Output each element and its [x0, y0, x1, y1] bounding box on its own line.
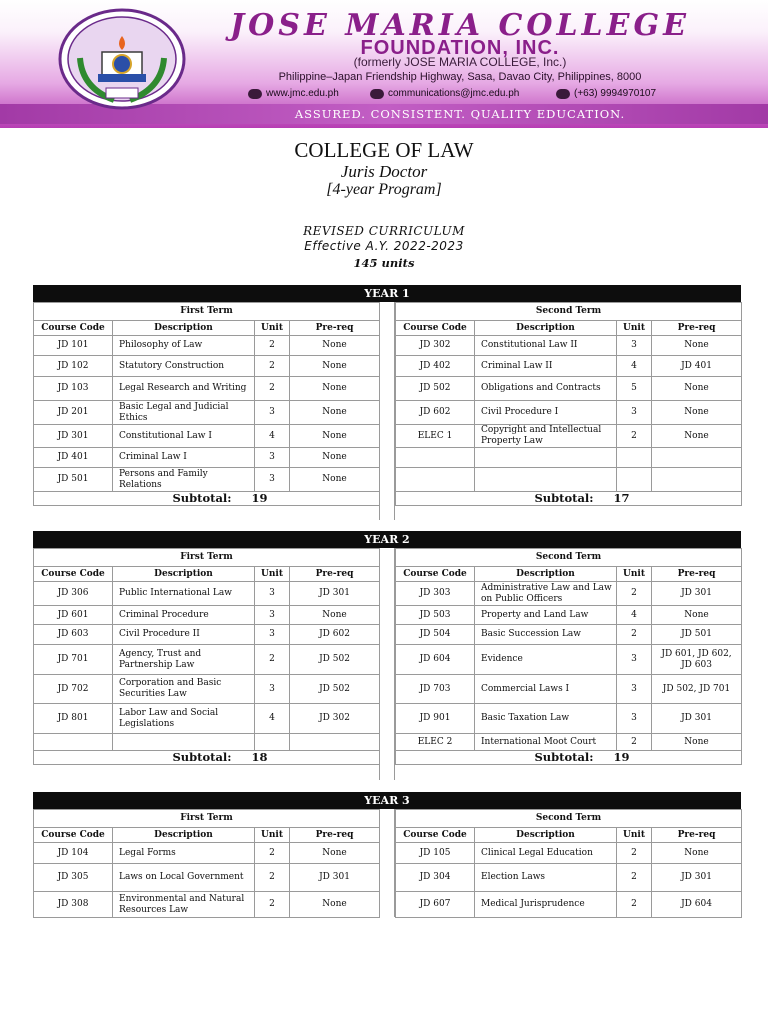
effective-year: Effective A.Y. 2022-2023 — [304, 239, 464, 253]
year-2-first-term-table — [33, 548, 380, 765]
col-course-code: Course Code — [396, 567, 475, 582]
subtotal-value: 19 — [613, 750, 630, 764]
term-title: Second Term — [396, 303, 742, 321]
subtotal-value: 19 — [251, 491, 268, 505]
envelope-icon — [370, 89, 384, 99]
year-2-block — [33, 531, 741, 780]
degree-title: Juris Doctor — [340, 162, 428, 181]
table-row: JD 901 Basic Taxation Law 3 JD 301 — [396, 704, 742, 734]
table-row: JD 604 Evidence 3 JD 601, JD 602, JD 603 — [396, 645, 742, 675]
website-text: www.jmc.edu.ph — [266, 88, 339, 99]
foundation-name: FOUNDATION, INC. — [360, 37, 560, 59]
total-units: 145 units — [353, 256, 415, 270]
subtotal-label: Subtotal: — [534, 750, 594, 764]
table-row: JD 701 Agency, Trust and Partnership Law 2 JD 502 — [34, 645, 380, 675]
table-row: JD 302 Constitutional Law II 3 None — [396, 336, 742, 356]
letterhead — [0, 0, 768, 128]
term-divider — [379, 809, 395, 917]
table-row: JD 602 Civil Procedure I 3 None — [396, 401, 742, 425]
table-row: ELEC 2 International Moot Court 2 None — [396, 734, 742, 751]
year-2-bar: YEAR 2 — [33, 531, 741, 548]
col-prereq: Pre-req — [652, 567, 742, 582]
college-seal-logo — [58, 8, 186, 110]
table-row: JD 305 Laws on Local Government 2 JD 301 — [34, 864, 380, 892]
subtotal-value: 17 — [613, 491, 630, 505]
subtotal-row — [34, 751, 380, 765]
table-row: JD 105 Clinical Legal Education 2 None — [396, 843, 742, 864]
college-name: JOSE MARIA COLLEGE — [229, 8, 691, 43]
col-prereq: Pre-req — [290, 828, 380, 843]
term-title: First Term — [34, 549, 380, 567]
table-row: JD 301 Constitutional Law I 4 None — [34, 425, 380, 448]
curriculum-heading: REVISED CURRICULUM — [303, 224, 465, 238]
col-course-code: Course Code — [34, 321, 113, 336]
former-name: (formerly JOSE MARIA COLLEGE, Inc.) — [353, 55, 567, 69]
table-row: JD 306 Public International Law 3 JD 301 — [34, 582, 380, 606]
year-3-bar: YEAR 3 — [33, 792, 741, 809]
table-row: JD 201 Basic Legal and Judicial Ethics 3 None — [34, 401, 380, 425]
phone-icon — [556, 89, 570, 99]
year-3-second-term-table — [395, 809, 742, 918]
email-text: communications@jmc.edu.ph — [388, 88, 520, 99]
year-1-bar: YEAR 1 — [33, 285, 741, 302]
col-description: Description — [475, 321, 617, 336]
table-row: JD 702 Corporation and Basic Securities Law 3 JD 502 — [34, 675, 380, 704]
table-row — [396, 468, 742, 492]
table-row — [396, 448, 742, 468]
contact-row — [240, 88, 700, 102]
phone-text: (+63) 9994970107 — [574, 88, 657, 99]
subtotal-row — [34, 492, 380, 506]
table-row: JD 601 Criminal Procedure 3 None — [34, 606, 380, 625]
address: Philippine–Japan Friendship Highway, Sasa, Davao City, Philippines, 8000 — [278, 71, 642, 83]
email-contact[interactable] — [370, 88, 519, 99]
col-description: Description — [475, 567, 617, 582]
table-row: JD 503 Property and Land Law 4 None — [396, 606, 742, 625]
subtotal-label: Subtotal: — [534, 491, 594, 505]
col-prereq: Pre-req — [652, 321, 742, 336]
col-course-code: Course Code — [396, 828, 475, 843]
year-3-block — [33, 792, 741, 917]
col-prereq: Pre-req — [290, 567, 380, 582]
term-title: Second Term — [396, 549, 742, 567]
year-1-first-term-table — [33, 302, 380, 506]
year-2-second-term-table — [395, 548, 742, 765]
col-unit: Unit — [617, 567, 652, 582]
college-title: COLLEGE OF LAW — [294, 138, 474, 162]
table-row: JD 104 Legal Forms 2 None — [34, 843, 380, 864]
col-description: Description — [113, 828, 255, 843]
subtotal-row — [396, 492, 742, 506]
term-title: First Term — [34, 303, 380, 321]
subtotal-row — [396, 751, 742, 765]
col-description: Description — [113, 321, 255, 336]
table-row: JD 101 Philosophy of Law 2 None — [34, 336, 380, 356]
table-row: JD 607 Medical Jurisprudence 2 JD 604 — [396, 892, 742, 918]
tagline: ASSURED. CONSISTENT. QUALITY EDUCATION. — [294, 107, 626, 121]
table-row: JD 103 Legal Research and Writing 2 None — [34, 377, 380, 401]
table-row — [34, 734, 380, 751]
year-1-block — [33, 285, 741, 520]
website-contact[interactable] — [248, 88, 339, 99]
col-course-code: Course Code — [34, 828, 113, 843]
table-row: JD 504 Basic Succession Law 2 JD 501 — [396, 625, 742, 645]
table-row: JD 801 Labor Law and Social Legislations 4 JD 302 — [34, 704, 380, 734]
col-course-code: Course Code — [396, 321, 475, 336]
subtotal-label: Subtotal: — [172, 491, 232, 505]
col-unit: Unit — [617, 828, 652, 843]
term-divider — [379, 548, 395, 780]
table-row: JD 102 Statutory Construction 2 None — [34, 356, 380, 377]
table-row: JD 501 Persons and Family Relations 3 None — [34, 468, 380, 492]
term-divider — [379, 302, 395, 520]
col-unit: Unit — [255, 321, 290, 336]
year-3-first-term-table — [33, 809, 380, 918]
col-description: Description — [113, 567, 255, 582]
table-row: JD 303 Administrative Law and Law on Public Officers 2 JD 301 — [396, 582, 742, 606]
table-row: JD 603 Civil Procedure II 3 JD 602 — [34, 625, 380, 645]
table-row: JD 304 Election Laws 2 JD 301 — [396, 864, 742, 892]
col-prereq: Pre-req — [290, 321, 380, 336]
term-title: First Term — [34, 810, 380, 828]
subtotal-value: 18 — [251, 750, 268, 764]
col-unit: Unit — [255, 828, 290, 843]
phone-contact[interactable] — [556, 88, 656, 99]
table-row: JD 703 Commercial Laws I 3 JD 502, JD 701 — [396, 675, 742, 704]
table-row: JD 401 Criminal Law I 3 None — [34, 448, 380, 468]
table-row: JD 502 Obligations and Contracts 5 None — [396, 377, 742, 401]
table-row: JD 308 Environmental and Natural Resources Law 2 None — [34, 892, 380, 918]
table-row: JD 402 Criminal Law II 4 JD 401 — [396, 356, 742, 377]
col-description: Description — [475, 828, 617, 843]
subtotal-label: Subtotal: — [172, 750, 232, 764]
globe-icon — [248, 89, 262, 99]
col-unit: Unit — [255, 567, 290, 582]
program-length: [4-year Program] — [326, 181, 442, 198]
term-title: Second Term — [396, 810, 742, 828]
col-prereq: Pre-req — [652, 828, 742, 843]
col-course-code: Course Code — [34, 567, 113, 582]
year-1-second-term-table — [395, 302, 742, 506]
col-unit: Unit — [617, 321, 652, 336]
table-row: ELEC 1 Copyright and Intellectual Property Law 2 None — [396, 425, 742, 448]
